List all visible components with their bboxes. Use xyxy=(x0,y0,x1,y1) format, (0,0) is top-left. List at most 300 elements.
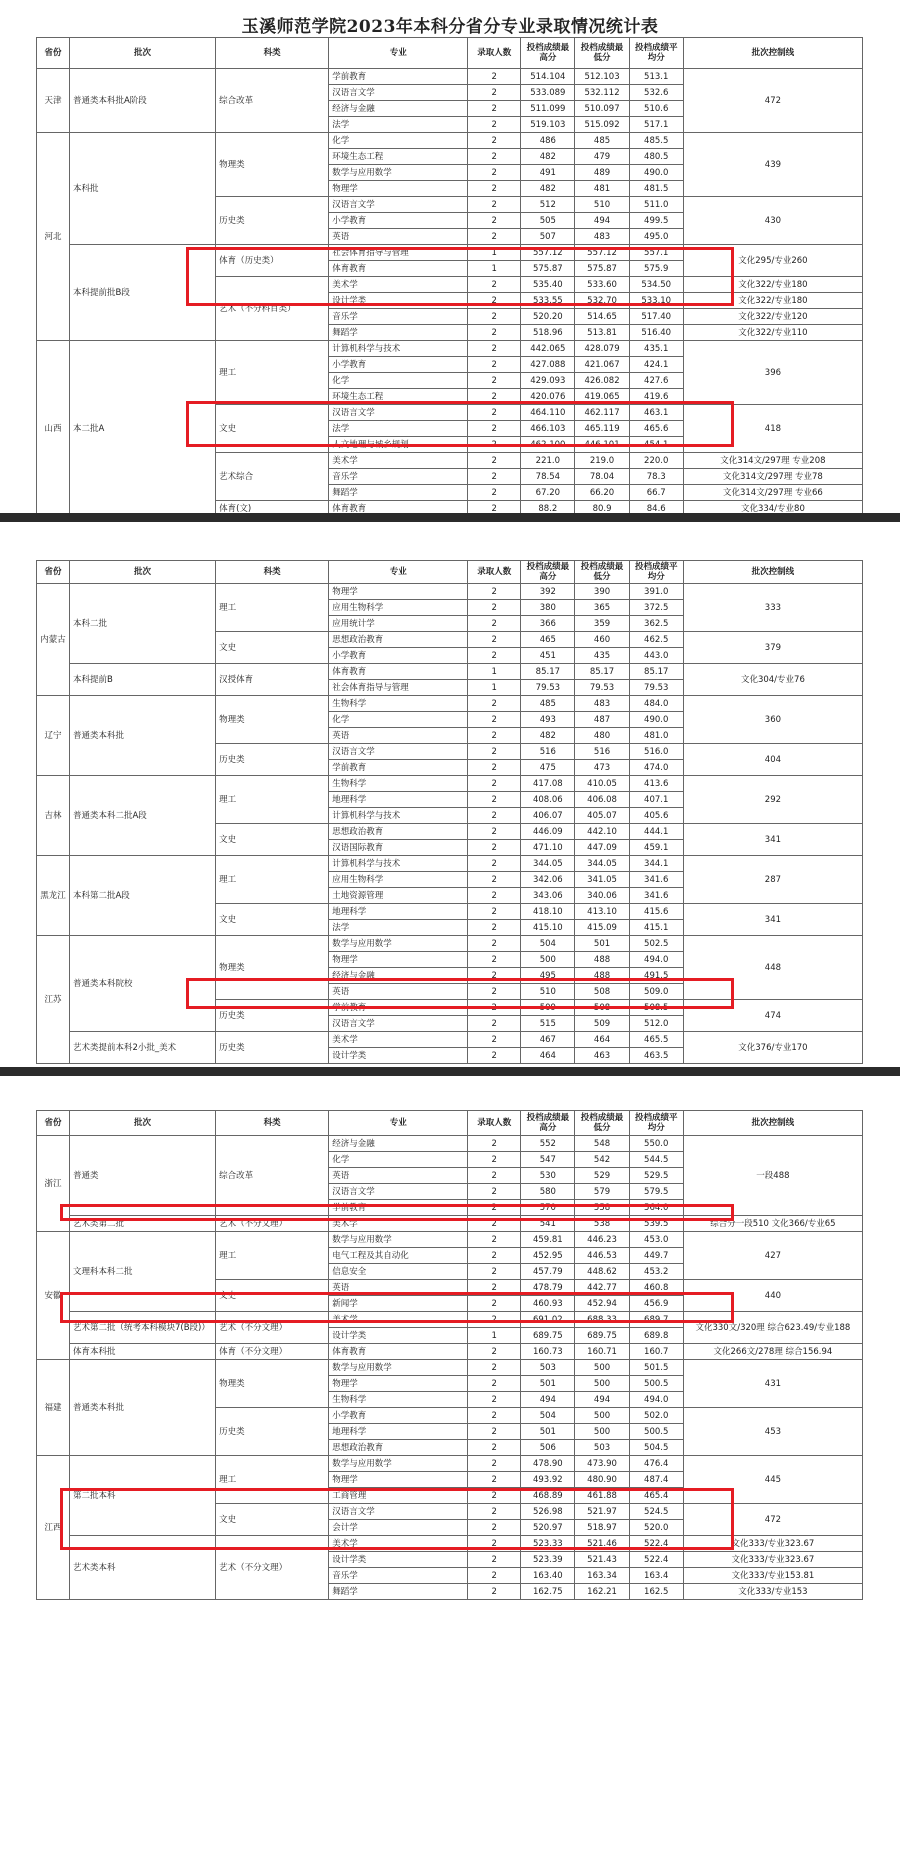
cell-province: 辽宁 xyxy=(37,696,70,776)
cell-admitted: 2 xyxy=(468,1184,521,1200)
cell-score-avg: 405.6 xyxy=(629,808,683,824)
cell-score-min: 533.60 xyxy=(575,277,629,293)
cell-score-max: 418.10 xyxy=(521,904,575,920)
cell-score-avg: 391.0 xyxy=(629,584,683,600)
cell-score-min: 689.75 xyxy=(575,1328,629,1344)
cell-score-min: 452.94 xyxy=(575,1296,629,1312)
cell-major: 数学与应用数学 xyxy=(329,165,468,181)
table-row xyxy=(37,69,863,85)
cell-admitted: 2 xyxy=(468,1568,521,1584)
cell-score-min: 435 xyxy=(575,648,629,664)
cell-score-max: 520.20 xyxy=(521,309,575,325)
cell-major: 法学 xyxy=(329,421,468,437)
cell-score-min: 480.90 xyxy=(575,1472,629,1488)
cell-admitted: 2 xyxy=(468,1584,521,1600)
cell-batch: 第二批本科 xyxy=(69,1456,215,1536)
cell-category: 艺术综合 xyxy=(216,453,329,501)
cell-admitted: 2 xyxy=(468,485,521,501)
cell-admitted: 2 xyxy=(468,1000,521,1016)
cell-score-max: 494 xyxy=(521,1392,575,1408)
cell-category: 艺术（不分文理） xyxy=(216,1536,329,1600)
cell-score-max: 478.79 xyxy=(521,1280,575,1296)
cell-admitted: 2 xyxy=(468,309,521,325)
cell-major: 社会体育指导与管理 xyxy=(329,680,468,696)
cell-score-avg: 160.7 xyxy=(629,1344,683,1360)
cell-control-line: 427 xyxy=(683,1232,862,1280)
cell-score-min: 501 xyxy=(575,936,629,952)
cell-admitted: 2 xyxy=(468,501,521,517)
cell-admitted: 2 xyxy=(468,744,521,760)
cell-score-min: 163.34 xyxy=(575,1568,629,1584)
cell-major: 应用统计学 xyxy=(329,616,468,632)
cell-major: 生物科学 xyxy=(329,696,468,712)
cell-admitted: 1 xyxy=(468,680,521,696)
cell-category: 理工 xyxy=(216,856,329,904)
cell-batch: 本科提前批B段 xyxy=(69,245,215,341)
cell-major: 汉语言文学 xyxy=(329,405,468,421)
cell-score-avg: 481.5 xyxy=(629,181,683,197)
table-header-row xyxy=(37,1111,863,1136)
header-province: 省份 xyxy=(37,38,70,69)
cell-score-min: 405.07 xyxy=(575,808,629,824)
cell-major: 新闻学 xyxy=(329,1296,468,1312)
cell-admitted: 2 xyxy=(468,984,521,1000)
cell-admitted: 2 xyxy=(468,181,521,197)
cell-major: 经济与金融 xyxy=(329,968,468,984)
cell-score-max: 417.08 xyxy=(521,776,575,792)
cell-category: 文史 xyxy=(216,405,329,453)
cell-score-max: 467 xyxy=(521,1032,575,1048)
cell-major: 环境生态工程 xyxy=(329,149,468,165)
cell-score-min: 442.10 xyxy=(575,824,629,840)
header-control-line: 批次控制线 xyxy=(683,38,862,69)
cell-admitted: 2 xyxy=(468,149,521,165)
score-table xyxy=(36,1110,863,1600)
cell-category: 体育（历史类） xyxy=(216,245,329,277)
cell-score-avg: 415.6 xyxy=(629,904,683,920)
cell-score-avg: 502.5 xyxy=(629,936,683,952)
cell-score-avg: 424.1 xyxy=(629,357,683,373)
cell-major: 社会体育指导与管理 xyxy=(329,245,468,261)
cell-major: 数学与应用数学 xyxy=(329,936,468,952)
cell-admitted: 2 xyxy=(468,1472,521,1488)
cell-control-line: 418 xyxy=(683,405,862,453)
cell-score-avg: 465.4 xyxy=(629,1488,683,1504)
table-row xyxy=(37,1312,863,1328)
cell-score-min: 548 xyxy=(575,1136,629,1152)
cell-score-max: 486 xyxy=(521,133,575,149)
cell-score-avg: 449.7 xyxy=(629,1248,683,1264)
cell-score-avg: 485.5 xyxy=(629,133,683,149)
cell-score-avg: 533.10 xyxy=(629,293,683,309)
cell-score-max: 344.05 xyxy=(521,856,575,872)
cell-admitted: 2 xyxy=(468,1048,521,1064)
cell-score-max: 503 xyxy=(521,1360,575,1376)
cell-score-min: 489 xyxy=(575,165,629,181)
cell-category: 历史类 xyxy=(216,744,329,776)
cell-score-avg: 517.40 xyxy=(629,309,683,325)
cell-control-line: 333 xyxy=(683,584,862,632)
cell-score-max: 442.065 xyxy=(521,341,575,357)
cell-major: 音乐学 xyxy=(329,1568,468,1584)
cell-major: 舞蹈学 xyxy=(329,325,468,341)
cell-major: 汉语言文学 xyxy=(329,1184,468,1200)
cell-score-avg: 512.0 xyxy=(629,1016,683,1032)
cell-province: 吉林 xyxy=(37,776,70,856)
table-row xyxy=(37,1360,863,1376)
cell-major: 设计学类 xyxy=(329,1048,468,1064)
cell-admitted: 2 xyxy=(468,600,521,616)
cell-category: 理工 xyxy=(216,341,329,405)
cell-major: 物理学 xyxy=(329,1472,468,1488)
cell-category: 体育（不分文理） xyxy=(216,1344,329,1360)
header-province: 省份 xyxy=(37,561,70,584)
cell-admitted: 2 xyxy=(468,632,521,648)
cell-admitted: 2 xyxy=(468,229,521,245)
cell-control-line: 379 xyxy=(683,632,862,664)
cell-score-min: 521.97 xyxy=(575,1504,629,1520)
cell-score-avg: 689.7 xyxy=(629,1312,683,1328)
table-row xyxy=(37,1032,863,1048)
cell-score-avg: 407.1 xyxy=(629,792,683,808)
cell-score-min: 415.09 xyxy=(575,920,629,936)
cell-score-min: 78.04 xyxy=(575,469,629,485)
header-admitted: 录取人数 xyxy=(468,1111,521,1136)
cell-score-avg: 78.3 xyxy=(629,469,683,485)
cell-score-avg: 494.0 xyxy=(629,952,683,968)
cell-admitted: 2 xyxy=(468,389,521,405)
cell-score-avg: 341.6 xyxy=(629,872,683,888)
cell-score-max: 504 xyxy=(521,1408,575,1424)
cell-score-max: 511.099 xyxy=(521,101,575,117)
cell-control-line: 360 xyxy=(683,696,862,744)
cell-major: 英语 xyxy=(329,984,468,1000)
cell-score-avg: 502.0 xyxy=(629,1408,683,1424)
table-row xyxy=(37,1216,863,1232)
cell-admitted: 2 xyxy=(468,1440,521,1456)
cell-batch: 艺术类提前本科2小批_美术 xyxy=(69,1032,215,1064)
cell-score-max: 465 xyxy=(521,632,575,648)
cell-control-line: 文化304/专业76 xyxy=(683,664,862,696)
cell-control-line: 文化376/专业170 xyxy=(683,1032,862,1064)
header-category: 科类 xyxy=(216,38,329,69)
cell-score-min: 508 xyxy=(575,984,629,1000)
cell-score-max: 504 xyxy=(521,936,575,952)
cell-control-line: 287 xyxy=(683,856,862,904)
cell-major: 音乐学 xyxy=(329,309,468,325)
cell-score-avg: 427.6 xyxy=(629,373,683,389)
cell-score-max: 462.100 xyxy=(521,437,575,453)
cell-score-avg: 85.17 xyxy=(629,664,683,680)
cell-category: 艺术（不分文理） xyxy=(216,1216,329,1232)
cell-admitted: 2 xyxy=(468,712,521,728)
cell-control-line: 448 xyxy=(683,936,862,1000)
header-batch: 批次 xyxy=(69,38,215,69)
cell-score-min: 448.62 xyxy=(575,1264,629,1280)
table-row xyxy=(37,776,863,792)
cell-score-min: 513.81 xyxy=(575,325,629,341)
cell-score-min: 510 xyxy=(575,197,629,213)
cell-admitted: 2 xyxy=(468,405,521,421)
cell-score-avg: 550.0 xyxy=(629,1136,683,1152)
cell-province: 江苏 xyxy=(37,936,70,1064)
cell-major: 设计学类 xyxy=(329,1552,468,1568)
cell-major: 英语 xyxy=(329,1168,468,1184)
cell-score-avg: 362.5 xyxy=(629,616,683,632)
cell-major: 美术学 xyxy=(329,1216,468,1232)
cell-score-avg: 513.1 xyxy=(629,69,683,85)
header-admitted: 录取人数 xyxy=(468,561,521,584)
cell-score-max: 460.93 xyxy=(521,1296,575,1312)
cell-score-min: 488 xyxy=(575,952,629,968)
cell-score-max: 541 xyxy=(521,1216,575,1232)
cell-major: 汉语言文学 xyxy=(329,744,468,760)
cell-admitted: 2 xyxy=(468,1360,521,1376)
cell-admitted: 2 xyxy=(468,1552,521,1568)
score-table xyxy=(36,560,863,1064)
cell-score-avg: 84.6 xyxy=(629,501,683,517)
header-score-min: 投档成绩最低分 xyxy=(575,1111,629,1136)
cell-score-avg: 490.0 xyxy=(629,712,683,728)
admission-table-2 xyxy=(36,560,863,1064)
cell-category: 综合改革 xyxy=(216,69,329,133)
cell-score-min: 500 xyxy=(575,1408,629,1424)
cell-score-min: 516 xyxy=(575,744,629,760)
cell-score-min: 465.119 xyxy=(575,421,629,437)
cell-admitted: 2 xyxy=(468,1536,521,1552)
cell-score-max: 408.06 xyxy=(521,792,575,808)
cell-major: 音乐学 xyxy=(329,469,468,485)
cell-score-min: 390 xyxy=(575,584,629,600)
cell-major: 计算机科学与技术 xyxy=(329,856,468,872)
header-control-line: 批次控制线 xyxy=(683,561,862,584)
cell-control-line: 文化322/专业120 xyxy=(683,309,862,325)
cell-major: 化学 xyxy=(329,712,468,728)
cell-batch: 体育本科批 xyxy=(69,1344,215,1360)
cell-score-avg: 465.5 xyxy=(629,1032,683,1048)
cell-major: 物理学 xyxy=(329,181,468,197)
header-major: 专业 xyxy=(329,1111,468,1136)
cell-score-max: 420.076 xyxy=(521,389,575,405)
cell-admitted: 2 xyxy=(468,1248,521,1264)
cell-score-min: 481 xyxy=(575,181,629,197)
cell-major: 学前教育 xyxy=(329,760,468,776)
cell-score-max: 485 xyxy=(521,696,575,712)
cell-batch: 艺术类本科 xyxy=(69,1536,215,1600)
cell-score-avg: 508.5 xyxy=(629,1000,683,1016)
header-major: 专业 xyxy=(329,561,468,584)
cell-admitted: 2 xyxy=(468,453,521,469)
cell-score-max: 464.110 xyxy=(521,405,575,421)
cell-major: 化学 xyxy=(329,373,468,389)
cell-admitted: 2 xyxy=(468,840,521,856)
header-score-max: 投档成绩最高分 xyxy=(521,561,575,584)
cell-admitted: 2 xyxy=(468,1504,521,1520)
cell-control-line: 341 xyxy=(683,824,862,856)
cell-admitted: 1 xyxy=(468,1328,521,1344)
cell-score-avg: 495.0 xyxy=(629,229,683,245)
cell-score-avg: 79.53 xyxy=(629,680,683,696)
cell-score-max: 580 xyxy=(521,1184,575,1200)
cell-score-max: 380 xyxy=(521,600,575,616)
cell-score-avg: 163.4 xyxy=(629,1568,683,1584)
table-row xyxy=(37,1344,863,1360)
cell-score-avg: 529.5 xyxy=(629,1168,683,1184)
cell-score-min: 510.097 xyxy=(575,101,629,117)
cell-control-line: 文化330文/320理 综合623.49/专业188 xyxy=(683,1312,862,1344)
cell-score-avg: 453.2 xyxy=(629,1264,683,1280)
cell-score-min: 480 xyxy=(575,728,629,744)
cell-score-max: 162.75 xyxy=(521,1584,575,1600)
cell-score-avg: 162.5 xyxy=(629,1584,683,1600)
cell-score-max: 689.75 xyxy=(521,1328,575,1344)
cell-admitted: 2 xyxy=(468,728,521,744)
cell-admitted: 2 xyxy=(468,213,521,229)
cell-score-avg: 454.1 xyxy=(629,437,683,453)
cell-score-max: 570 xyxy=(521,1200,575,1216)
cell-batch: 本二批A xyxy=(69,341,215,517)
cell-admitted: 2 xyxy=(468,325,521,341)
cell-admitted: 2 xyxy=(468,1408,521,1424)
cell-control-line: 292 xyxy=(683,776,862,824)
page-divider xyxy=(0,513,900,522)
cell-score-avg: 504.5 xyxy=(629,1440,683,1456)
cell-control-line: 综合分一段510 文化366/专业65 xyxy=(683,1216,862,1232)
cell-admitted: 2 xyxy=(468,792,521,808)
cell-score-avg: 520.0 xyxy=(629,1520,683,1536)
cell-score-max: 500 xyxy=(521,952,575,968)
cell-control-line: 453 xyxy=(683,1408,862,1456)
cell-admitted: 2 xyxy=(468,968,521,984)
cell-category: 艺术（不分文理） xyxy=(216,1312,329,1344)
cell-admitted: 2 xyxy=(468,856,521,872)
cell-score-avg: 516.0 xyxy=(629,744,683,760)
cell-major: 数学与应用数学 xyxy=(329,1456,468,1472)
cell-score-max: 478.90 xyxy=(521,1456,575,1472)
cell-score-avg: 465.6 xyxy=(629,421,683,437)
cell-major: 化学 xyxy=(329,133,468,149)
cell-batch: 普通类 xyxy=(69,1136,215,1216)
cell-score-min: 557.12 xyxy=(575,245,629,261)
cell-score-min: 446.23 xyxy=(575,1232,629,1248)
cell-score-min: 461.88 xyxy=(575,1488,629,1504)
cell-admitted: 2 xyxy=(468,117,521,133)
cell-score-avg: 517.1 xyxy=(629,117,683,133)
header-batch: 批次 xyxy=(69,1111,215,1136)
cell-control-line: 文化333/专业153 xyxy=(683,1584,862,1600)
cell-score-max: 507 xyxy=(521,229,575,245)
cell-score-min: 509 xyxy=(575,1016,629,1032)
cell-score-min: 80.9 xyxy=(575,501,629,517)
cell-admitted: 2 xyxy=(468,776,521,792)
cell-score-avg: 487.4 xyxy=(629,1472,683,1488)
cell-major: 小学教育 xyxy=(329,213,468,229)
cell-score-max: 557.12 xyxy=(521,245,575,261)
cell-score-max: 451 xyxy=(521,648,575,664)
cell-batch: 文理科本科二批 xyxy=(69,1232,215,1312)
cell-major: 人文地理与城乡规划 xyxy=(329,437,468,453)
cell-category: 物理类 xyxy=(216,1360,329,1408)
cell-batch: 普通类本科批 xyxy=(69,1360,215,1456)
cell-admitted: 2 xyxy=(468,648,521,664)
cell-major: 思想政治教育 xyxy=(329,632,468,648)
cell-major: 汉语国际教育 xyxy=(329,840,468,856)
cell-score-max: 459.81 xyxy=(521,1232,575,1248)
cell-score-max: 510 xyxy=(521,984,575,1000)
cell-score-max: 533.089 xyxy=(521,85,575,101)
cell-batch: 本科第二批A段 xyxy=(69,856,215,936)
cell-score-min: 340.06 xyxy=(575,888,629,904)
cell-major: 体育教育 xyxy=(329,501,468,517)
cell-major: 小学教育 xyxy=(329,1408,468,1424)
cell-score-avg: 510.6 xyxy=(629,101,683,117)
cell-score-min: 464 xyxy=(575,1032,629,1048)
cell-batch: 普通类本科批 xyxy=(69,696,215,776)
cell-score-avg: 501.5 xyxy=(629,1360,683,1376)
cell-score-min: 485 xyxy=(575,133,629,149)
cell-major: 美术学 xyxy=(329,1312,468,1328)
cell-admitted: 2 xyxy=(468,824,521,840)
cell-score-min: 419.065 xyxy=(575,389,629,405)
cell-score-max: 526.98 xyxy=(521,1504,575,1520)
cell-score-min: 447.09 xyxy=(575,840,629,856)
cell-score-min: 446.101 xyxy=(575,437,629,453)
cell-score-avg: 459.1 xyxy=(629,840,683,856)
cell-score-min: 500 xyxy=(575,1424,629,1440)
cell-major: 体育教育 xyxy=(329,261,468,277)
cell-major: 舞蹈学 xyxy=(329,485,468,501)
cell-control-line: 文化333/专业153.81 xyxy=(683,1568,862,1584)
cell-score-max: 427.088 xyxy=(521,357,575,373)
cell-score-min: 462.117 xyxy=(575,405,629,421)
cell-major: 地理科学 xyxy=(329,792,468,808)
cell-major: 汉语言文学 xyxy=(329,1016,468,1032)
cell-major: 电气工程及其自动化 xyxy=(329,1248,468,1264)
cell-province: 内蒙古 xyxy=(37,584,70,696)
cell-category: 文史 xyxy=(216,904,329,936)
cell-score-max: 523.39 xyxy=(521,1552,575,1568)
cell-major: 学前教育 xyxy=(329,69,468,85)
cell-score-avg: 579.5 xyxy=(629,1184,683,1200)
cell-score-avg: 413.6 xyxy=(629,776,683,792)
cell-major: 信息安全 xyxy=(329,1264,468,1280)
cell-score-max: 88.2 xyxy=(521,501,575,517)
cell-control-line: 文化322/专业180 xyxy=(683,293,862,309)
admission-table-3 xyxy=(36,1110,863,1600)
cell-score-min: 442.77 xyxy=(575,1280,629,1296)
cell-batch: 本科批 xyxy=(69,133,215,245)
cell-major: 体育教育 xyxy=(329,1344,468,1360)
cell-admitted: 2 xyxy=(468,85,521,101)
cell-major: 物理学 xyxy=(329,952,468,968)
cell-score-max: 505 xyxy=(521,213,575,229)
cell-score-avg: 480.5 xyxy=(629,149,683,165)
cell-category: 物理类 xyxy=(216,696,329,744)
cell-admitted: 2 xyxy=(468,872,521,888)
cell-category: 理工 xyxy=(216,776,329,824)
cell-score-min: 410.05 xyxy=(575,776,629,792)
cell-control-line: 文化314文/297理 专业78 xyxy=(683,469,862,485)
cell-score-avg: 372.5 xyxy=(629,600,683,616)
cell-major: 环境生态工程 xyxy=(329,389,468,405)
cell-score-min: 503 xyxy=(575,1440,629,1456)
cell-score-avg: 435.1 xyxy=(629,341,683,357)
cell-admitted: 2 xyxy=(468,1032,521,1048)
cell-major: 思想政治教育 xyxy=(329,824,468,840)
cell-admitted: 2 xyxy=(468,1344,521,1360)
cell-major: 思想政治教育 xyxy=(329,1440,468,1456)
cell-score-min: 160.71 xyxy=(575,1344,629,1360)
